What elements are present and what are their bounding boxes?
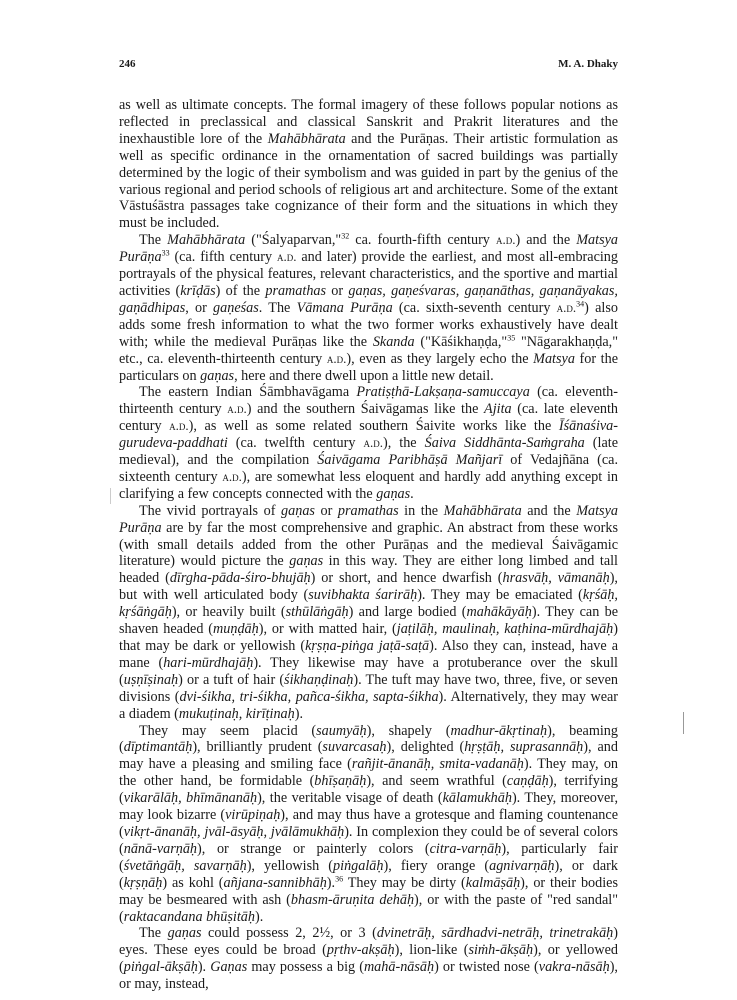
paragraph: The eastern Indian Śāmbhavāgama Pratiṣṭhā-Lakṣaṇa-samuccaya (ca. eleventh-thirteenth century a.d.) and the southern Śaivāgamas like the Ajita (ca. late eleventh century a.d.), as well as some related southern Śaivite works like the Īśānaśiva-gurudeva-paddhati (ca. twelfth century a.d.), the Śaiva Siddhānta-Saṁgraha (late medieval), and the compilation Śaivāgama Paribhāṣā Mañjarī of Vedajñāna (ca. sixteenth century a.d.), are somewhat less eloquent and hardly add anything except in clarifying a few concepts connected with the gaṇas. xyxy=(119,384,619,502)
page-header xyxy=(119,58,618,70)
margin-mark xyxy=(110,488,111,504)
running-head: M. A. Dhaky xyxy=(558,58,618,70)
paragraph: as well as ultimate concepts. The formal imagery of these follows popular notions as reflected in preclassical and classical Sanskrit and Prakrit literatures and the inexhaustible lore of the Mahābhārata and the Purāṇas. Their artistic formulation as well as specific ordinance in the ornamentation of sacred buildings was partially determined by the logic of their symbolism and was guided in part by the genius of the various regional and period schools of religious art and architecture. Some of the extant Vāstuśāstra passages take cognizance of their form and the situations in which they must be included. xyxy=(119,97,619,232)
paragraph: The Mahābhārata ("Śalyaparvan,"$^{32}$ ca. fourth-fifth century a.d.) and the Matsya Purāṇa$^{33}$ (ca. fifth century a.d. and later) provide the earliest, and most all-embracing portrayals of the physical features, relevant characteristics, and the sportive and martial activities (krīḍās) of the pramathas or gaṇas, gaṇeśvaras, gaṇanāthas, gaṇanāyakas, gaṇādhipas, or gaṇeśas. The Vāmana Purāṇa (ca. sixth-seventh century a.d.$^{34}$) also adds some fresh information to what the two former works exhaustively have dealt with; while the medieval Purāṇas like the Skanda ("Kāśikhaṇḍa,"$^{35}$ "Nāgarakhaṇḍa," etc., ca. eleventh-thirteenth century a.d.), even as they largely echo the Matsya for the particulars on gaṇas, here and there dwell upon a little new detail. xyxy=(119,231,618,384)
page-number: 246 xyxy=(119,58,136,70)
paragraph: The gaṇas could possess 2, 2½, or 3 (dvinetrāḥ, sārdhadvi-netrāḥ, trinetrakāḥ) eyes. These eyes could be broad (pṛthv-akṣāḥ), lion-like (siṁh-ākṣāḥ), or yellowed (piṅgal-ākṣāḥ). Gaṇas may possess a big (mahā-nāsāḥ) or twisted nose (vakra-nāsāḥ), or may, instead, xyxy=(119,925,618,993)
paragraph: The vivid portrayals of gaṇas or pramathas in the Mahābhārata and the Matsya Purāṇa are by far the most comprehensive and graphic. An abstract from these works (with small details added from the other Purāṇas and the medieval Śaivāgamic literature) would picture the gaṇas in this way. They are either long limbed and tall headed (dīrgha-pāda-śiro-bhujāḥ) or short, and hence dwarfish (hrasvāḥ, vāmanāḥ), but with well articulated body (suvibhakta śarirāḥ). They may be emaciated (kṛśāḥ, kṛśāṅgāḥ), or heavily built (sthūlāṅgāḥ) and large bodied (mahākāyāḥ). They can be shaven headed (muṇḍāḥ), or with matted hair, (jaṭilāḥ, maulinaḥ, kaṭhina-mūrdhajāḥ) that may be dark or yellowish (kṛṣṇa-piṅga jaṭā-saṭā). Also they can, instead, have a mane (hari-mūrdhajāḥ). They likewise may have a protuberance over the skull (uṣṇīṣinaḥ) or a tuft of hair (śikhaṇḍinaḥ). The tuft may have two, three, five, or seven divisions (dvi-śikha, tri-śikha, pañca-śikha, sapta-śikha). Alternatively, they may wear a diadem (mukuṭinaḥ, kirīṭinaḥ). xyxy=(119,502,619,722)
margin-mark xyxy=(683,712,684,734)
paragraph: They may seem placid (saumyāḥ), shapely (madhur-ākṛtinaḥ), beaming (dīptimantāḥ), brilliantly prudent (suvarcasaḥ), delighted (hṛṣṭāḥ, suprasannāḥ), and may have a pleasing and smiling face (rañjit-ānanāḥ, smita-vadanāḥ). They may, on the other hand, be formidable (bhīṣaṇāḥ), and seem wrathful (caṇḍāḥ), terrifying (vikarālāḥ, bhīmānanāḥ), the veritable visage of death (kālamukhāḥ). They, moreover, may look bizarre (virūpiṇaḥ), and may thus have a grotesque and flaming countenance (vikṛt-ānanāḥ, jvāl-āsyāḥ, jvālāmukhāḥ). In complexion they could be of several colors (nānā-varṇāḥ), or strange or painterly colors (citra-varṇāḥ), particularly fair (śvetāṅgāḥ, savarṇāḥ), yellowish (piṅgalāḥ), fiery orange (agnivarṇāḥ), or dark (kṛṣṇāḥ) as kohl (añjana-sannibhāḥ).$^{36}$ They may be dirty (kalmāṣāḥ), or their bodies may be besmeared with ash (bhasm-āruṇita dehāḥ), or with the paste of "red sandal" (raktacandana bhūṣitāḥ). xyxy=(119,722,619,925)
body-text xyxy=(119,97,618,993)
